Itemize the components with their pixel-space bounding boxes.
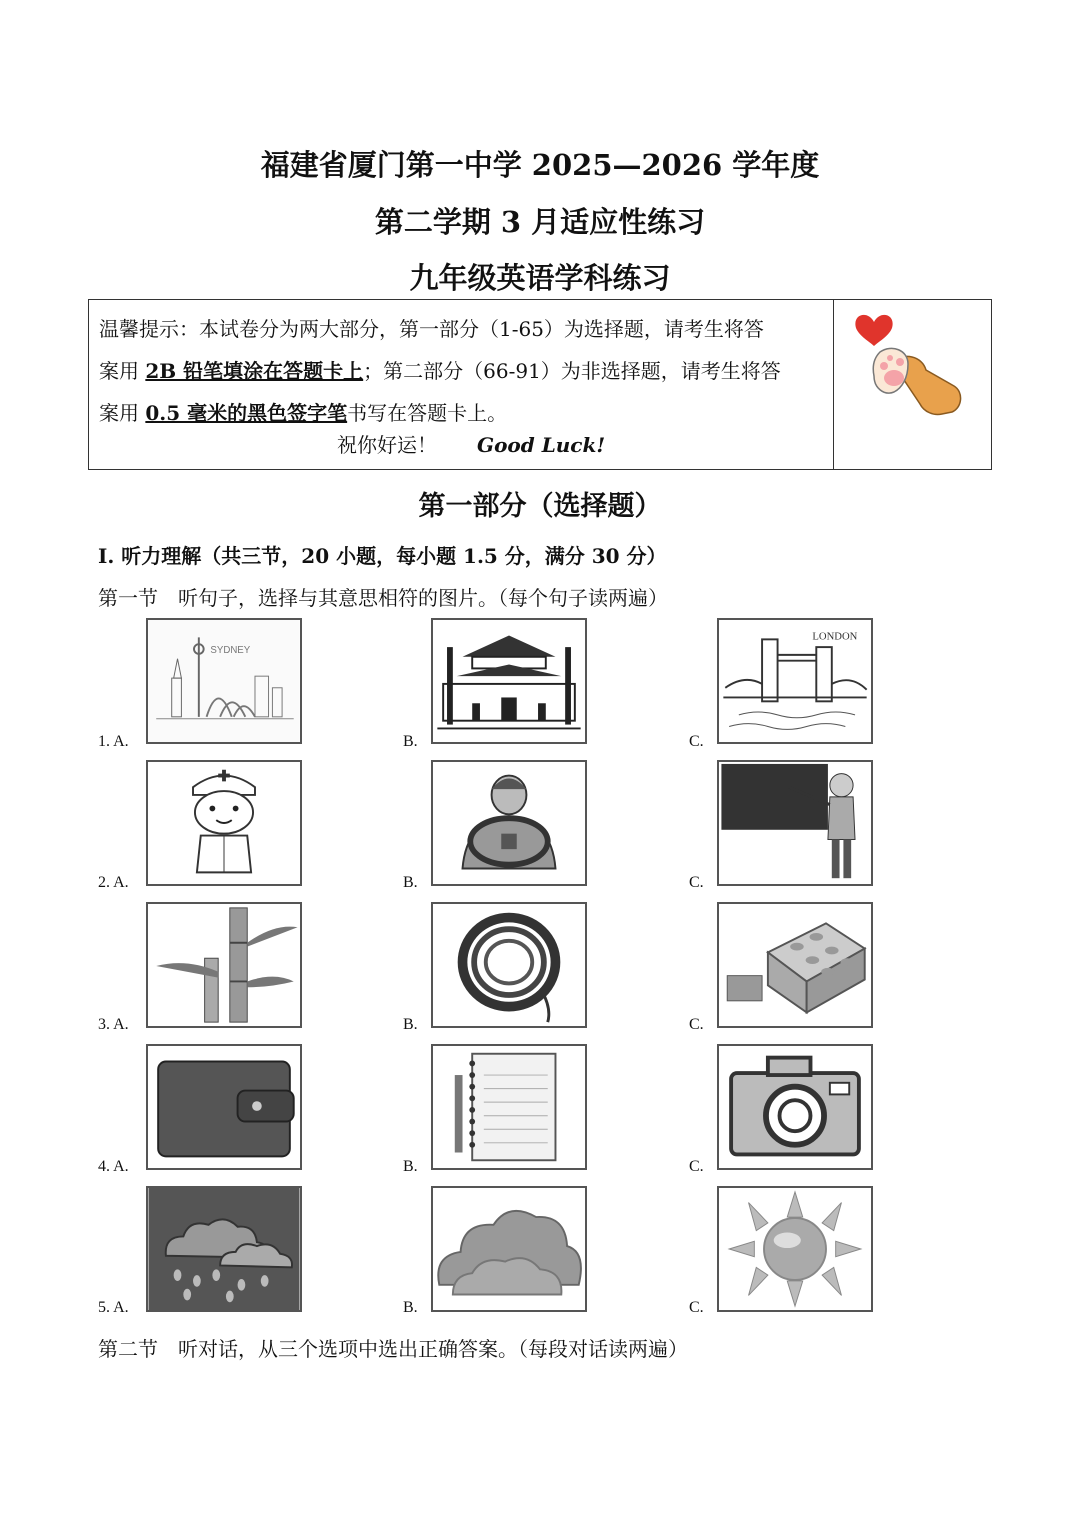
- q3-label-b: B.: [403, 1016, 418, 1033]
- q1-option-a-sydney-image[interactable]: [146, 618, 302, 744]
- q2-label-a: 2. A.: [98, 874, 129, 891]
- q4-label-b: B.: [403, 1158, 418, 1175]
- notice-line2: [99, 350, 823, 392]
- q3-option-c-toy-brick-image[interactable]: [717, 902, 873, 1028]
- q2-option-a-doctor-image[interactable]: [146, 760, 302, 886]
- notice-line1: 温馨提示：本试卷分为两大部分，第一部分（1-65）为选择题，请考生将答: [99, 317, 764, 341]
- q3-option-a-bamboo-image[interactable]: [146, 902, 302, 1028]
- wish-en: Good Luck!: [477, 433, 606, 457]
- q3-option-b-rope-image[interactable]: [431, 902, 587, 1028]
- q1-label-b: B.: [403, 733, 418, 750]
- notice-line2-suffix: ；第二部分（66-91）为非选择题，请考生将答: [363, 359, 781, 383]
- q1-option-b-tiananmen-image[interactable]: [431, 618, 587, 744]
- q3-label-c: C.: [689, 1016, 704, 1033]
- heart-hand-icon: [834, 300, 991, 469]
- q3-label-a: 3. A.: [98, 1016, 129, 1033]
- q5-option-a-rainy-image[interactable]: [146, 1186, 302, 1312]
- q4-option-b-notebook-image[interactable]: [431, 1044, 587, 1170]
- subsection1-instruction: 第一节 听句子，选择与其意思相符的图片。（每个句子读两遍）: [98, 586, 668, 610]
- notice-line3-prefix: 案用: [99, 401, 146, 425]
- q2-label-c: C.: [689, 874, 704, 891]
- q5-label-a: 5. A.: [98, 1299, 129, 1316]
- q4-label-a: 4. A.: [98, 1158, 129, 1175]
- q1-option-c-london-image[interactable]: [717, 618, 873, 744]
- q2-option-c-teacher-image[interactable]: [717, 760, 873, 886]
- notice-text: [89, 300, 834, 469]
- q2-label-b: B.: [403, 874, 418, 891]
- q5-label-b: B.: [403, 1299, 418, 1316]
- sydney-sign-text: SYDNEY: [210, 644, 251, 656]
- subsection2-instruction: 第二节 听对话，从三个选项中选出正确答案。（每段对话读两遍）: [98, 1337, 688, 1361]
- q5-option-b-cloudy-image[interactable]: [431, 1186, 587, 1312]
- exam-title-line3: 九年级英语学科练习: [409, 261, 671, 295]
- notice-pencil-requirement: 2B 铅笔填涂在答题卡上: [145, 359, 364, 383]
- london-sign-text: LONDON: [812, 631, 858, 643]
- q4-label-c: C.: [689, 1158, 704, 1175]
- part1-title: 第一部分（选择题）: [418, 491, 662, 522]
- q4-option-c-camera-image[interactable]: [717, 1044, 873, 1170]
- notice-pen-requirement: 0.5 毫米的黑色签字笔: [145, 401, 348, 425]
- exam-title-line1: 福建省厦门第一中学 2025—2026 学年度: [260, 148, 820, 182]
- q2-option-b-driver-image[interactable]: [431, 760, 587, 886]
- listening-section-heading: Ⅰ. 听力理解（共三节，20 小题，每小题 1.5 分，满分 30 分）: [98, 544, 667, 568]
- q5-label-c: C.: [689, 1299, 704, 1316]
- wish-cn: 祝你好运！: [337, 433, 437, 457]
- q1-label-a: 1. A.: [98, 733, 129, 750]
- notice-box: [88, 299, 992, 470]
- q1-label-c: C.: [689, 733, 704, 750]
- notice-wish: [337, 424, 605, 466]
- q4-option-a-wallet-image[interactable]: [146, 1044, 302, 1170]
- q5-option-c-sunny-image[interactable]: [717, 1186, 873, 1312]
- exam-title-line2: 第二学期 3 月适应性练习: [374, 205, 706, 239]
- notice-line3-suffix: 书写在答题卡上。: [347, 401, 508, 425]
- notice-line2-prefix: 案用: [99, 359, 146, 383]
